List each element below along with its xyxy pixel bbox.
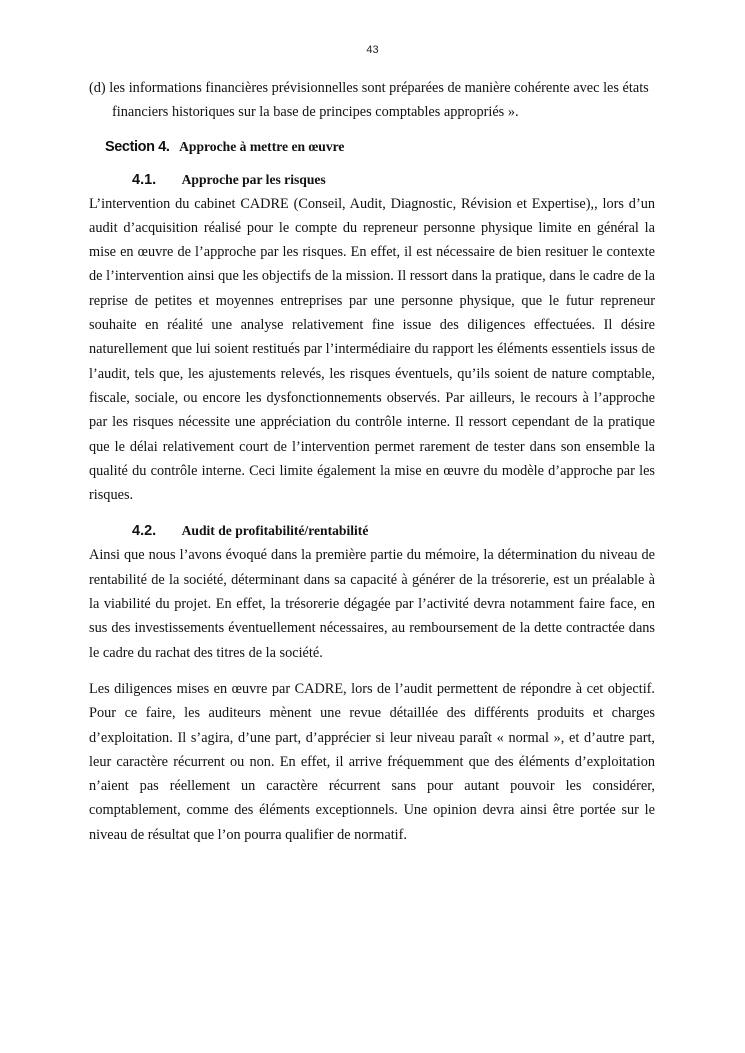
- section-number: Section 4.: [105, 138, 170, 155]
- paragraph-profitability-1: Ainsi que nous l’avons évoqué dans la première partie du mémoire, la détermination du niveau de rentabilité de la société, déterminant dans sa capacité à générer de la trésorerie, est un préalable à la viabilité du projet. En effet, la trésorerie dégagée par l’activité devra notamment faire face, en sus des investissements éventuellement nécessaires, au remboursement de la dette contractée dans le cadre du rachat des titres de la société.: [89, 547, 655, 661]
- subsection-title: Audit de profitabilité/rentabilité: [181, 523, 369, 539]
- subsection-title: Approche par les risques: [181, 171, 326, 187]
- section-title: Approche à mettre en œuvre: [179, 138, 345, 154]
- section-heading: [105, 134, 655, 160]
- document-body: [89, 76, 655, 847]
- subsection-heading-4-1: [132, 168, 655, 192]
- subsection-number: 4.2.: [132, 523, 157, 540]
- subsection-heading-4-2: [132, 519, 655, 543]
- paragraph-risk-approach: L’intervention du cabinet CADRE (Conseil, Audit, Diagnostic, Révision et Expertise),, lors d’un audit d’acquisition réalisé pour le compte du repreneur personne physique limite en général la mise en œuvre de l’approche par les risques. En effet, il est nécessaire de bien resituer le contexte de l’intervention ainsi que les objectifs de la mission. Il ressort dans la pratique, dans le cadre de la reprise de petites et moyennes entreprises par une personne physique, que le futur repreneur souhaite en réalité une analyse relativement fine issue des diligences effectuées. Il désire naturellement que lui soient restitués par l’intermédiaire du rapport les éléments essentiels issus de l’audit, tels que, les ajustements relevés, les risques éventuels, qu’ils soient de nature comptable, fiscale, sociale, ou encore les dysfonctionnements observés. Par ailleurs, le recours à l’approche par les risques nécessite une appréciation du contrôle interne. Il ressort cependant de la pratique que le délai relativement court de l’intervention permet rarement de tester dans son ensemble la qualité du contrôle interne. Ceci limite également la mise en œuvre du modèle d’approche par les risques.: [89, 195, 655, 504]
- list-item-d: (d) les informations financières prévisionnelles sont préparées de manière cohérente avec les états financiers historiques sur la base de principes comptables appropriés ».: [89, 80, 649, 121]
- page-number: 43: [366, 44, 379, 56]
- subsection-number: 4.1.: [132, 171, 157, 188]
- paragraph-profitability-2: Les diligences mises en œuvre par CADRE, lors de l’audit permettent de répondre à cet objectif. Pour ce faire, les auditeurs mènent une revue détaillée des différents produits et charges d’exploitation. Il s’agira, d’une part, d’apprécier si leur niveau paraît « normal », et d’autre part, leur caractère récurrent ou non. En effet, il arrive fréquemment que des éléments d’exploitation n’aient pas réellement un caractère récurrent sans pour autant pouvoir les considérer, comptablement, comme des éléments exceptionnels. Une opinion devra ainsi être portée sur le niveau de résultat que l’on pourra qualifier de normatif.: [89, 680, 655, 843]
